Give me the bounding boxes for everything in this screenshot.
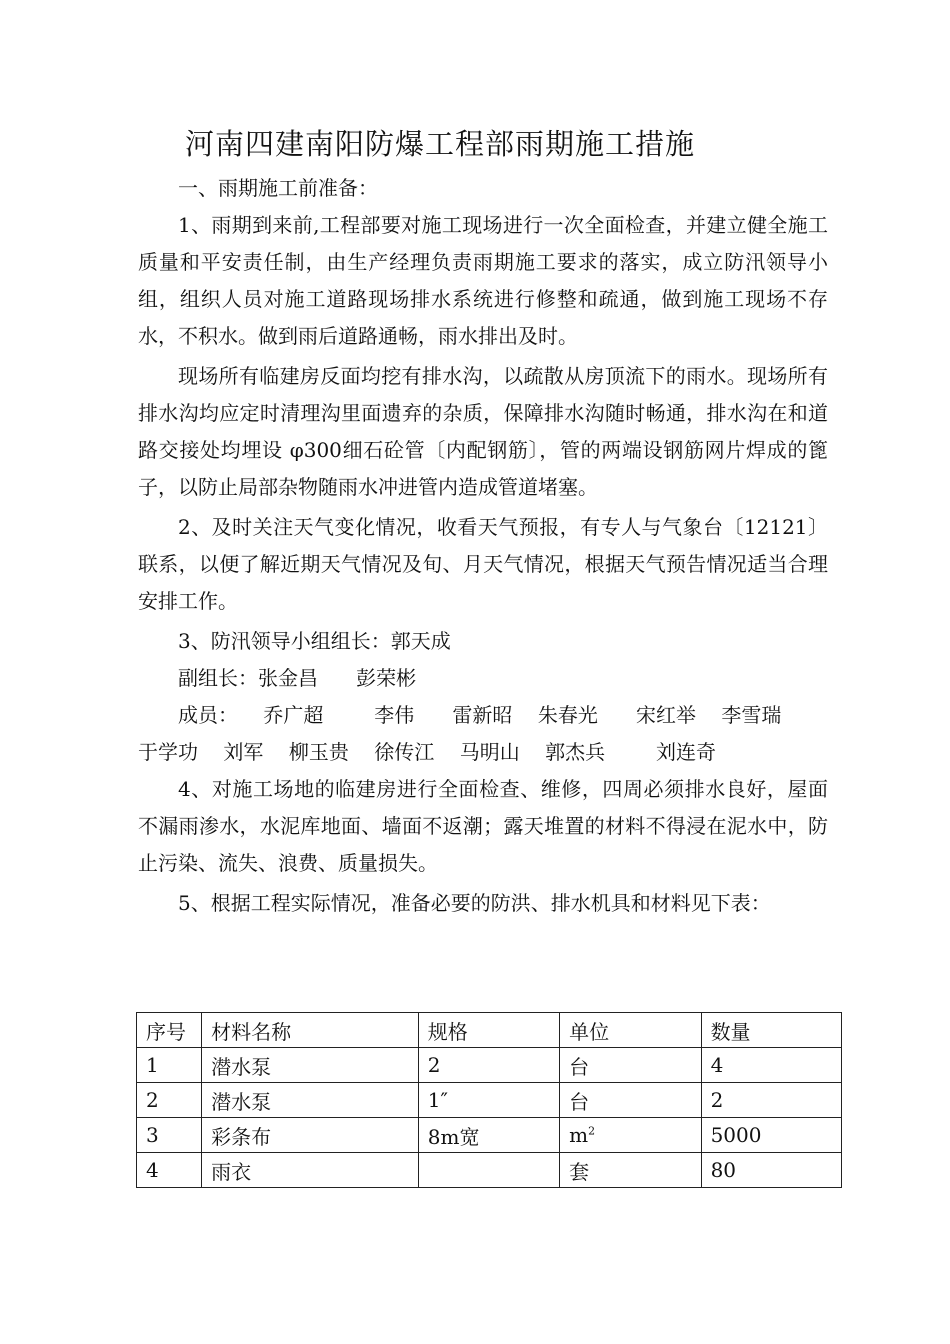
- paragraph-leader: 3、防汛领导小组组长：郭天成: [178, 629, 451, 653]
- materials-table: [136, 1012, 842, 1188]
- table-cell: 5000: [701, 1118, 841, 1153]
- table-cell: 套: [560, 1153, 701, 1188]
- paragraph-4: 4、对施工场地的临建房进行全面检查、维修，四周必须排水良好，屋面不漏雨渗水，水泥库地面、墙面不返潮；露天堆置的材料不得浸在泥水中，防止污染、流失、浪费、质量损失。: [138, 777, 828, 875]
- table-cell: 彩条布: [202, 1118, 419, 1153]
- section-heading: 一、雨期施工前准备：: [178, 176, 378, 200]
- paragraph-1: 1、雨期到来前,工程部要对施工现场进行一次全面检查，并建立健全施工质量和平安责任制，由生产经理负责雨期施工要求的落实，成立防汛领导小组，组织人员对施工道路现场排水系统进行修整和疏通，做到施工现场不存水，不积水。做到雨后道路通畅，雨水排出及时。: [138, 213, 828, 348]
- table-cell: 台: [560, 1048, 701, 1083]
- table-cell: 潜水泵: [202, 1083, 419, 1118]
- members-line-2: 于学功 刘军 柳玉贵 徐传江 马明山 郭杰兵 刘连奇: [138, 740, 717, 764]
- paragraph-members: [138, 697, 828, 734]
- table-cell: 1″: [418, 1083, 559, 1118]
- table-cell: 3: [137, 1118, 202, 1153]
- table-cell: 2: [418, 1048, 559, 1083]
- table-header-cell: 规格: [418, 1013, 559, 1048]
- table-cell: 雨衣: [202, 1153, 419, 1188]
- table-row: [137, 1083, 842, 1118]
- table-cell: [418, 1153, 559, 1188]
- table-row: [137, 1118, 842, 1153]
- paragraph-5: 5、根据工程实际情况，准备必要的防洪、排水机具和材料见下表：: [178, 891, 771, 915]
- table-cell: 2: [137, 1083, 202, 1118]
- table-row: [137, 1048, 842, 1083]
- table-cell: 4: [137, 1153, 202, 1188]
- paragraph-members-cont: [138, 734, 828, 771]
- table-header-cell: 单位: [560, 1013, 701, 1048]
- table-cell: 4: [701, 1048, 841, 1083]
- paragraph-2: 现场所有临建房反面均挖有排水沟，以疏散从房顶流下的雨水。现场所有排水沟均应定时清理沟里面遗弃的杂质，保障排水沟随时畅通，排水沟在和道路交接处均埋设 φ300细石砼管〔内配钢筋〕，管的两端设钢筋网片焊成的篦子，以防止局部杂物随雨水冲进管内造成管道堵塞。: [138, 364, 828, 499]
- unit-base: m: [569, 1123, 589, 1147]
- document-title: 河南四建南阳防爆工程部雨期施工措施: [184, 127, 695, 161]
- table-cell: 1: [137, 1048, 202, 1083]
- table-row: [137, 1153, 842, 1188]
- table-cell: 8m宽: [418, 1118, 559, 1153]
- table-cell: 台: [560, 1083, 701, 1118]
- paragraph-3: 2、及时关注天气变化情况，收看天气预报，有专人与气象台〔12121〕联系，以便了解近期天气情况及旬、月天气情况，根据天气预告情况适当合理安排工作。: [138, 515, 828, 613]
- unit-superscript: 2: [588, 1124, 596, 1138]
- table-cell-unit-square-meter: [560, 1118, 701, 1153]
- table-cell: 80: [701, 1153, 841, 1188]
- table-header-row: [137, 1013, 842, 1048]
- table-cell: 2: [701, 1083, 841, 1118]
- table-header-cell: 序号: [137, 1013, 202, 1048]
- document-body: [138, 170, 828, 922]
- members-line-1: 成员： 乔广超 李伟 雷新昭 朱春光 宋红举 李雪瑞: [178, 703, 782, 727]
- table-cell: 潜水泵: [202, 1048, 419, 1083]
- paragraph-deputy-leaders: 副组长：张金昌 彭荣彬: [178, 666, 417, 690]
- table-header-cell: 数量: [701, 1013, 841, 1048]
- table-header-cell: 材料名称: [202, 1013, 419, 1048]
